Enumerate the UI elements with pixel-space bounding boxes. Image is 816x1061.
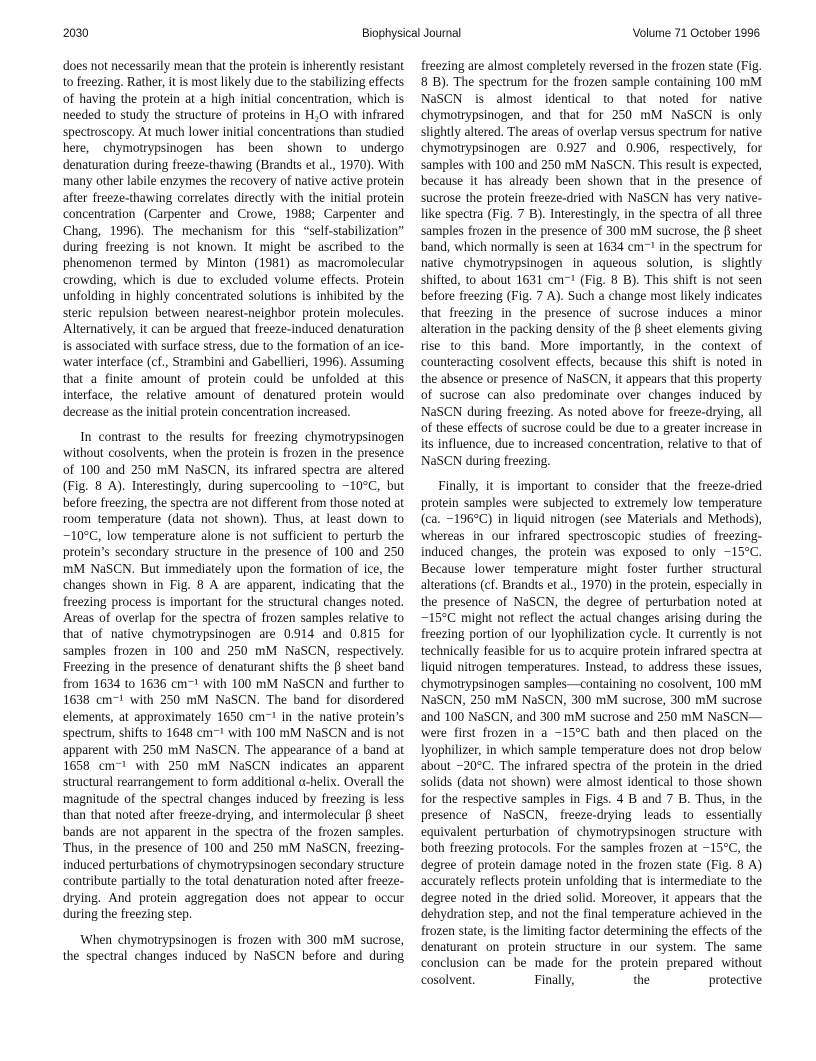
journal-title: Biophysical Journal [361,28,462,40]
volume-date: Volume 71 October 1996 [632,28,760,40]
right-column [421,58,762,988]
running-header [63,28,760,44]
left-column [63,58,404,964]
paragraph: does not necessarily mean that the protein is inherently resistant to freezing. Rather, it is most likely due to the stabilizing effects of having the protein at a high initial concentration, which is needed to study the structure of proteins in H₂O with infrared spectroscopy. At much lower initial concentrations than studied here, chymotrypsinogen has been shown to undergo denaturation during freeze-thawing (Brandts et al., 1970). With many other labile enzymes the recovery of native active protein after freeze-thawing correlates directly with the initial protein concentration (Carpenter and Crowe, 1988; Carpenter and Chang, 1996). The mechanism for this “self-stabilization” during freezing is not known. It might be ascribed to the phenomenon termed by Minton (1981) as macromolecular crowding, which is due to excluded volume effects. Protein unfolding in highly concentrated solutions is inhibited by the steric repulsion between nearest-neighbor protein molecules. Alternatively, it can be argued that freeze-induced denaturation is associated with surface stress, due to the formation of an ice-water interface (cf., Strambini and Gabellieri, 1996). Assuming that a finite amount of protein could be unfolded at this interface, the relative amount of denatured protein would decrease as the initial protein concentration increased. [63,58,404,419]
paragraph: Finally, it is important to consider that the freeze-dried protein samples were subjected to extremely low temperature (ca. −196°C) in liquid nitrogen (see Materials and Methods), whereas in our infrared spectroscopic studies of freezing-induced changes, the protein was exposed to only −15°C. Because lower temperature might foster further structural alterations (cf. Brandts et al., 1970) in the protein, especially in the presence of NaSCN, the degree of perturbation noted at −15°C might not reflect the actual changes arising during the freezing portion of our lyophilization cycle. It currently is not technically feasible for us to acquire protein infrared spectra at liquid nitrogen temperatures. Instead, to address these issues, chymotrypsinogen samples—containing no cosolvent, 100 mM NaSCN, 250 mM NaSCN, 300 mM sucrose, 300 mM sucrose and 100 NaSCN, and 300 mM sucrose and 250 mM NaSCN—were first frozen in a −15°C bath and then placed on the lyophilizer, in which sample temperature does not drop below about −20°C. The infrared spectra of the protein in the dried solids (data not shown) were almost identical to those shown for the respective samples in Figs. 4 B and 7 B. Thus, in the presence of NaSCN, freeze-drying leads to essentially equivalent perturbation of chymotrypsinogen structure with both freezing protocols. For the samples frozen at −15°C, the degree of protein damage noted in the frozen state (Fig. 8 A) accurately reflects protein unfolding that is intermediate to the degree noted in the dried solid. Moreover, it appears that the dehydration step, and not the final temperature achieved in the frozen state, is the limiting factor determining the effects of the denaturant on protein structure in our system. The same conclusion can be made for the protein prepared without cosolvent. Finally, the protective [421,478,762,987]
paragraph: When chymotrypsinogen is frozen with 300 mM sucrose, the spectral changes induced by NaSCN before and during [63,931,404,964]
paragraph: freezing are almost completely reversed in the frozen state (Fig. 8 B). The spectrum for the frozen sample containing 100 mM NaSCN is almost identical to that noted for native chymotrypsinogen, and that for 250 mM NaSCN is only slightly altered. The areas of overlap versus spectrum for native chymotrypsinogen are 0.927 and 0.906, respectively, for samples with 100 and 250 mM NaSCN. This result is expected, because it has already been shown that in the presence of sucrose the protein freeze-dried with NaSCN has very native-like spectra (Fig. 7 B). Interestingly, in the spectra of all three samples frozen in the presence of 300 mM sucrose, the β sheet band, which normally is seen at 1634 cm⁻¹ in the spectrum for native chymotrypsinogen in aqueous solution, is slightly shifted, to about 1631 cm⁻¹ (Fig. 8 B). This shift is not seen before freezing (Fig. 7 A). Such a change most likely indicates that freezing in the presence of sucrose induces a minor alteration in the packing density of the β sheet elements giving rise to this band. More importantly, in the context of counteracting cosolvent effects, because this shift is noted in the absence or presence of NaSCN, it appears that this property of sucrose can also predominate over changes induced by NaSCN during freezing. As noted above for freeze-drying, all of these effects of sucrose could be due to a greater increase in its influence, due to increased concentration, relative to that of NaSCN during freezing. [421,58,762,468]
page-number: 2030 [63,28,89,40]
paragraph: In contrast to the results for freezing chymotrypsinogen without cosolvents, when the protein is frozen in the presence of 100 and 250 mM NaSCN, its infrared spectra are altered (Fig. 8 A). Interestingly, during supercooling to −10°C, but before freezing, the spectra are not different from those noted at room temperature (data not shown). Thus, at least down to −10°C, low temperature alone is not sufficient to perturb the protein’s secondary structure in the presence of 100 and 250 mM NaSCN. But immediately upon the formation of ice, the changes shown in Fig. 8 A are apparent, indicating that the freezing process is important for the structural changes noted. Areas of overlap for the spectra of frozen samples relative to that of native chymotrypsinogen are 0.914 and 0.815 for samples frozen in 100 and 250 mM NaSCN, respectively. Freezing in the presence of denaturant shifts the β sheet band from 1634 to 1636 cm⁻¹ with 100 mM NaSCN and further to 1638 cm⁻¹ with 250 mM NaSCN. The band for disordered elements, at approximately 1650 cm⁻¹ in the native protein’s spectrum, shifts to 1648 cm⁻¹ with 100 mM NaSCN and is not apparent with 250 mM NaSCN. The appearance of a band at 1658 cm⁻¹ with 250 mM NaSCN indicates an apparent structural rearrangement to form additional α-helix. Overall the magnitude of the spectral changes induced by freezing is less than that noted after freeze-drying, and intermolecular β sheet bands are not apparent in the spectra of the frozen samples. Thus, in the presence of 100 and 250 mM NaSCN, freezing-induced perturbations of chymotrypsinogen secondary structure contribute partially to the total denaturation noted after freeze-drying. And protein aggregation does not appear to occur during the freezing step. [63,428,404,922]
